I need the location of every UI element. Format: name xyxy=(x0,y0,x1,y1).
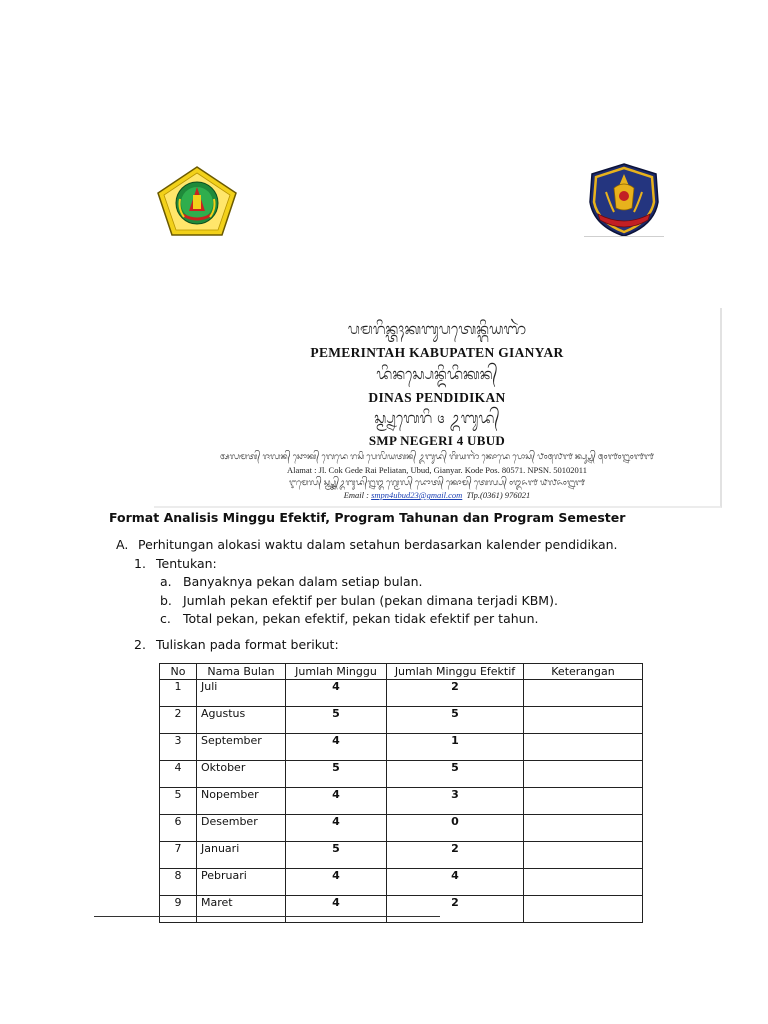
effective-weeks-table xyxy=(159,663,643,923)
school-emblem-icon xyxy=(584,162,664,238)
cell-jumlah-minggu: 4 xyxy=(286,815,387,842)
cell-nama-bulan: September xyxy=(197,734,286,761)
phone-number: Tlp.(0361) 976021 xyxy=(466,490,531,500)
item-1-marker: 1. xyxy=(134,556,146,571)
item-2-marker: 2. xyxy=(134,637,146,652)
letterhead-address: Alamat : Jl. Cok Gede Rai Peliatan, Ubud, Gianyar. Kode Pos. 80571. NPSN. 50102011 xyxy=(287,465,587,475)
document-heading: Format Analisis Minggu Efektif, Program Tahunan dan Program Semester xyxy=(109,510,626,525)
letterhead-contact xyxy=(154,490,720,500)
header-jumlah-minggu-efektif: Jumlah Minggu Efektif xyxy=(387,664,524,680)
cell-no: 7 xyxy=(160,842,197,869)
cell-no: 2 xyxy=(160,707,197,734)
gianyar-regency-emblem-icon xyxy=(156,165,238,237)
letterhead-balinese-script-2: ᬤᬶᬦᬲ᭄ᬧᬾᬦ᭄ᬤᬶᬤᬶᬓᬦ᭄ xyxy=(376,365,498,383)
footnote-separator xyxy=(94,916,440,917)
email-label: Email : xyxy=(343,490,372,500)
section-a-marker: A. xyxy=(116,537,129,552)
item-2-text: Tuliskan pada format berikut: xyxy=(156,637,339,652)
cell-jumlah-minggu: 4 xyxy=(286,734,387,761)
cell-keterangan xyxy=(524,761,643,788)
cell-jumlah-minggu-efektif: 2 xyxy=(387,680,524,707)
cell-nama-bulan: Maret xyxy=(197,896,286,923)
cell-jumlah-minggu-efektif: 0 xyxy=(387,815,524,842)
cell-jumlah-minggu-efektif: 2 xyxy=(387,842,524,869)
table-row xyxy=(160,680,643,707)
cell-keterangan xyxy=(524,896,643,923)
cell-jumlah-minggu-efektif: 2 xyxy=(387,896,524,923)
letterhead-balinese-address: ᬅᬮᬫᬢ᭄ ᬚᬮᬦ᭄ ᬘᭀᬓ᭄ ᬕᬾᬤᬾ ᬭᬲᬶ ᬧᬾᬮᬶᬬᬢᬦ᭄ ᬉᬩᬸᬤ᭄ ᬕᬶᬬᬜᬃ ᬓᭀᬤᬾ ᬧᭀᬲ᭄ ᭘᭐᭕᭗᭑ ᬦ᭄ᬧ᭄ᬲ᭄ᬦ᭄ ᭕᭐᭑᭐᭒᭐᭑᭑ xyxy=(220,451,654,461)
cell-keterangan xyxy=(524,707,643,734)
cell-no: 1 xyxy=(160,680,197,707)
cell-no: 4 xyxy=(160,761,197,788)
table-row xyxy=(160,869,643,896)
cell-jumlah-minggu: 4 xyxy=(286,896,387,923)
sub-a-text: Banyaknya pekan dalam setiap bulan. xyxy=(183,574,423,589)
cell-no: 9 xyxy=(160,896,197,923)
cell-keterangan xyxy=(524,842,643,869)
cell-jumlah-minggu: 5 xyxy=(286,842,387,869)
cell-keterangan xyxy=(524,869,643,896)
cell-no: 3 xyxy=(160,734,197,761)
table-row xyxy=(160,896,643,923)
header-no: No xyxy=(160,664,197,680)
cell-keterangan xyxy=(524,788,643,815)
cell-nama-bulan: Nopember xyxy=(197,788,286,815)
sub-c-marker: c. xyxy=(160,611,171,626)
cell-jumlah-minggu-efektif: 4 xyxy=(387,869,524,896)
cell-nama-bulan: Oktober xyxy=(197,761,286,788)
cell-no: 8 xyxy=(160,869,197,896)
cell-jumlah-minggu-efektif: 3 xyxy=(387,788,524,815)
table-row xyxy=(160,707,643,734)
table-row xyxy=(160,734,643,761)
letterhead-agency-name: DINAS PENDIDIKAN xyxy=(368,390,506,405)
letterhead-school-name: SMP NEGERI 4 UBUD xyxy=(368,433,506,448)
table-row xyxy=(160,815,643,842)
cell-jumlah-minggu-efektif: 5 xyxy=(387,761,524,788)
cell-no: 5 xyxy=(160,788,197,815)
cell-jumlah-minggu-efektif: 5 xyxy=(387,707,524,734)
cell-keterangan xyxy=(524,734,643,761)
letterhead-balinese-script-3: ᬲ᭄ᬫ᭄ᬧ᭄ᬦᬕᬾᬭᬶ ᭔ ᬉᬩᬸᬤ᭄ xyxy=(374,409,500,427)
header-jumlah-minggu: Jumlah Minggu xyxy=(286,664,387,680)
cell-nama-bulan: Pebruari xyxy=(197,869,286,896)
sub-b-marker: b. xyxy=(160,593,172,608)
cell-jumlah-minggu: 4 xyxy=(286,788,387,815)
cell-jumlah-minggu-efektif: 1 xyxy=(387,734,524,761)
section-a-text: Perhitungan alokasi waktu dalam setahun berdasarkan kalender pendidikan. xyxy=(138,537,618,552)
table-header-row xyxy=(160,664,643,680)
letterhead-government-name: PEMERINTAH KABUPATEN GIANYAR xyxy=(310,345,564,360)
cell-jumlah-minggu: 5 xyxy=(286,761,387,788)
email-link[interactable]: smpn4ubud23@gmail.com xyxy=(371,490,463,500)
cell-nama-bulan: Juli xyxy=(197,680,286,707)
cell-jumlah-minggu: 4 xyxy=(286,680,387,707)
cell-nama-bulan: Agustus xyxy=(197,707,286,734)
item-1-text: Tentukan: xyxy=(156,556,217,571)
header-keterangan: Keterangan xyxy=(524,664,643,680)
cell-keterangan xyxy=(524,815,643,842)
sub-b-text: Jumlah pekan efektif per bulan (pekan dimana terjadi KBM). xyxy=(183,593,558,608)
sub-c-text: Total pekan, pekan efektif, pekan tidak efektif per tahun. xyxy=(183,611,539,626)
cell-jumlah-minggu: 5 xyxy=(286,707,387,734)
cell-nama-bulan: Januari xyxy=(197,842,286,869)
table-row xyxy=(160,842,643,869)
letterhead xyxy=(154,308,722,508)
table-row xyxy=(160,788,643,815)
cell-keterangan xyxy=(524,680,643,707)
letterhead-balinese-script-1: ᬧᬫᬭᬶᬦ᭄ᬢᬄᬓᬩᬸᬧᬢᬾᬦ᭄ᬕᬶᬬᬜᬃ xyxy=(347,320,527,338)
header-nama-bulan: Nama Bulan xyxy=(197,664,286,680)
letterhead-balinese-contact: ᬇᬫᬾᬮ᭄ ᬲ᭄ᬫ᭄ᬧ᭄ᬦ᭄ᬢ᭄ᬉᬩᬸᬤ᭄᭒᭓ ᬕ᭄ᬫᬾᬮ᭄ ᬤᭀᬢ᭄ ᬓᭀᬫ᭄ ᬢᬾᬮ᭄ᬧ᭄ ᭐᭓᭖᭑ ᭙᭗᭖᭐᭒᭑ xyxy=(289,477,585,487)
table-row xyxy=(160,761,643,788)
cell-jumlah-minggu: 4 xyxy=(286,869,387,896)
sub-a-marker: a. xyxy=(160,574,172,589)
cell-no: 6 xyxy=(160,815,197,842)
cell-nama-bulan: Desember xyxy=(197,815,286,842)
